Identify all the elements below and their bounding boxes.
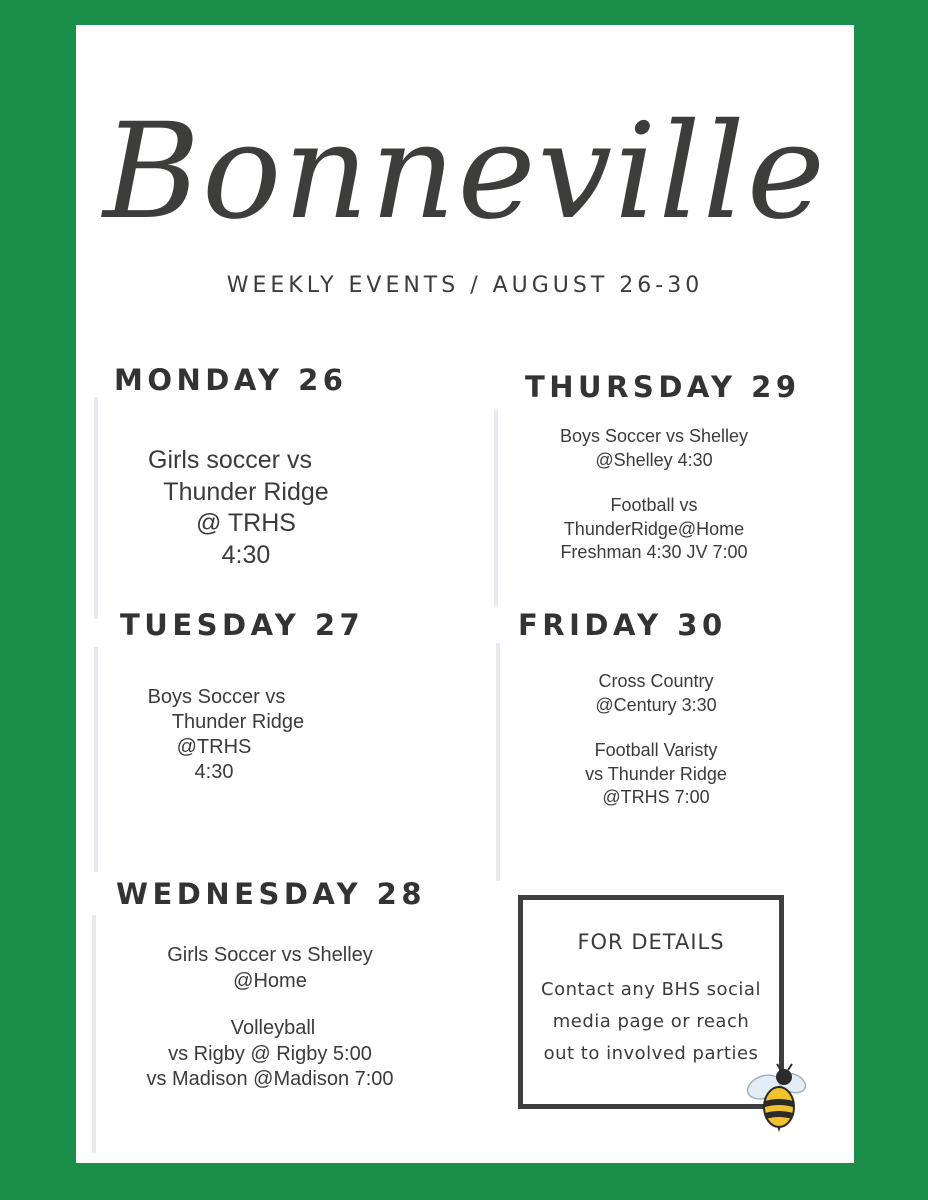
page-subtitle: WEEKLY EVENTS / AUGUST 26-30 bbox=[226, 273, 704, 298]
event-line: ThunderRidge@Home bbox=[563, 518, 745, 539]
event-line: vs Rigby @ Rigby 5:00 bbox=[168, 1042, 372, 1065]
event-line: @Century 3:30 bbox=[595, 694, 717, 715]
thursday-heading: THURSDAY 29 bbox=[525, 370, 801, 404]
event-spacer bbox=[120, 994, 420, 1016]
event-line: Football Varisty bbox=[594, 740, 718, 760]
event-line: @ TRHS bbox=[196, 509, 296, 537]
event-line: @TRHS 7:00 bbox=[602, 787, 710, 807]
tuesday-events bbox=[147, 685, 318, 785]
event-spacer bbox=[528, 717, 784, 739]
event-line: Boys Soccer vs Shelley bbox=[559, 426, 749, 446]
monday-heading: MONDAY 26 bbox=[114, 363, 348, 397]
friday-heading: FRIDAY 30 bbox=[518, 608, 727, 642]
event-line: Volleyball bbox=[230, 1017, 316, 1039]
tuesday-heading: TUESDAY 27 bbox=[120, 608, 365, 642]
event-line: @TRHS bbox=[176, 736, 252, 758]
friday-events bbox=[528, 670, 784, 810]
friday-divider bbox=[496, 643, 500, 881]
details-line: Contact any BHS social bbox=[541, 979, 761, 1000]
tuesday-divider bbox=[94, 647, 98, 872]
event-line: Freshman 4:30 JV 7:00 bbox=[560, 542, 748, 562]
event-line: vs Thunder Ridge bbox=[585, 763, 727, 784]
wednesday-divider bbox=[92, 915, 96, 1153]
details-title: FOR DETAILS bbox=[577, 930, 725, 954]
details-line: out to involved parties bbox=[543, 1043, 759, 1064]
event-line: Football vs bbox=[610, 495, 698, 515]
event-line: @Home bbox=[233, 969, 307, 992]
thursday-events bbox=[524, 425, 784, 565]
details-body bbox=[523, 974, 779, 1070]
wednesday-events bbox=[120, 943, 420, 1093]
event-line: Thunder Ridge bbox=[163, 477, 329, 506]
flyer-page bbox=[76, 25, 854, 1163]
event-line: Boys Soccer vs bbox=[147, 686, 286, 708]
event-line: 4:30 bbox=[221, 540, 271, 569]
event-line: Thunder Ridge bbox=[171, 711, 305, 733]
details-line: media page or reach bbox=[552, 1011, 750, 1032]
event-line: 4:30 bbox=[194, 761, 234, 783]
monday-divider bbox=[94, 397, 98, 619]
event-line: Girls soccer vs bbox=[148, 446, 312, 474]
thursday-divider bbox=[494, 410, 498, 606]
bee-icon bbox=[744, 1063, 814, 1133]
wednesday-heading: WEDNESDAY 28 bbox=[116, 877, 427, 911]
page-title: Bonneville bbox=[103, 95, 827, 249]
event-spacer bbox=[524, 472, 784, 494]
monday-events bbox=[146, 445, 346, 571]
event-line: @Shelley 4:30 bbox=[595, 449, 713, 470]
event-line: Girls Soccer vs Shelley bbox=[167, 944, 373, 966]
event-line: Cross Country bbox=[598, 671, 714, 691]
event-line: vs Madison @Madison 7:00 bbox=[146, 1068, 394, 1090]
